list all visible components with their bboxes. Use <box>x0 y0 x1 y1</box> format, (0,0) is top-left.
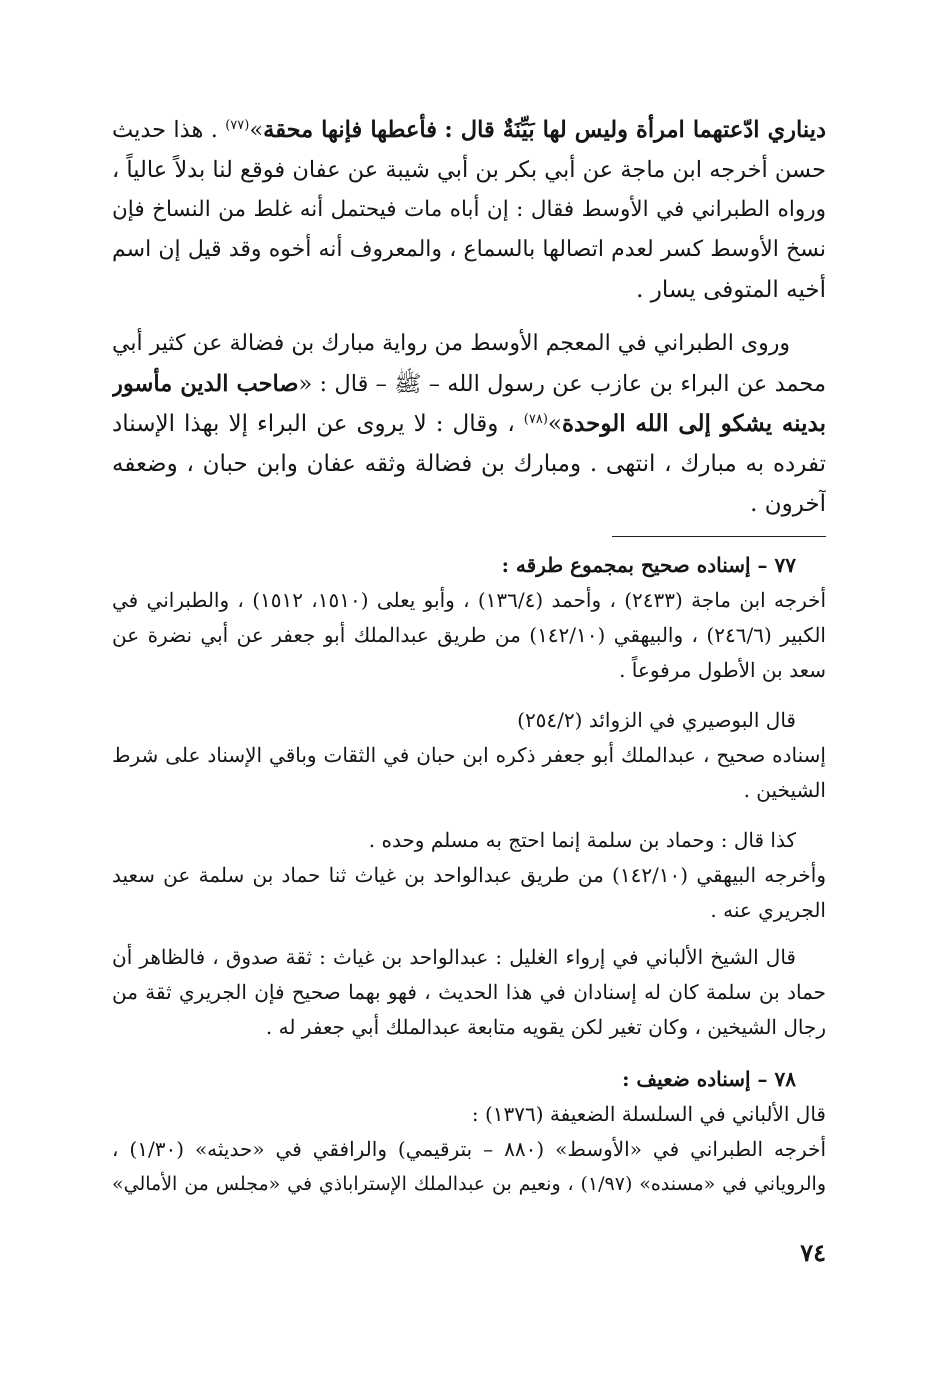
text-line: وروى الطبراني في المعجم الأوسط من رواية مبارك بن فضالة عن كثير أبي <box>112 331 790 356</box>
footnote-line: سعد بن الأطول مرفوعاً . <box>619 658 826 682</box>
footnote-heading: ٧٨ – إسناده ضعيف : <box>622 1067 796 1091</box>
text-line: أخيه المتوفى يسار . <box>636 277 826 303</box>
text-line: حسن أخرجه ابن ماجة عن أبي بكر بن أبي شيبة عن عفان فوقع لنا بدلاً عالياً ، <box>112 157 826 183</box>
hadith-text: فأعطها فإنها محقة <box>263 117 438 143</box>
footnote-77-albani <box>112 940 826 1045</box>
footnote-line: رجال الشيخين ، وكان تغير لكن يقويه متابعة عبدالملك أبي جعفر له . <box>265 1015 826 1039</box>
main-paragraph-1 <box>112 110 826 310</box>
footnote-separator <box>612 536 826 537</box>
footnote-line: الشيخين . <box>743 778 826 802</box>
footnote-line: الجريري عنه . <box>710 898 826 922</box>
text-line: ورواه الطبراني في الأوسط فقال : إن أباه مات فيحتمل أنه غلط من النساخ فإن <box>112 197 826 222</box>
main-paragraph-2 <box>112 324 826 524</box>
hadith-text: بدينه يشكو إلى الله الوحدة <box>562 410 826 437</box>
text-line: ديناري ادّعتهما امرأة وليس لها بَيِّنَةٌ قال : فأعطها فإنها محقة»$^{(٧٧)}$ . هذا حديث <box>112 117 826 143</box>
page-number: ٧٤ <box>800 1238 826 1267</box>
text-line: بدينه يشكو إلى الله الوحدة»$^{(٧٨)}$ ، وقال : لا يروى عن البراء إلا بهذا الإسناد <box>112 410 826 437</box>
footnote-line: أخرجه ابن ماجة (٢٤٣٣) ، وأحمد (١٣٦/٤) ، وأبو يعلى (١٥١٠، ١٥١٢) ، والطبراني في <box>112 588 826 612</box>
footnote-line: الكبير (٢٤٦/٦) ، والبيهقي (١٤٢/١٠) من طريق عبدالملك أبو جعفر عن أبي نضرة عن <box>112 623 826 647</box>
footnote-line: كذا قال : وحماد بن سلمة إنما احتج به مسلم وحده . <box>368 828 796 852</box>
text-line: نسخ الأوسط كسر لعدم اتصالها بالسماع ، والمعروف أنه أخوه وقد قيل إن اسم <box>112 237 826 262</box>
footnote-77-busiri <box>112 703 826 808</box>
footnote-marker-77: (٧٧) <box>225 118 250 133</box>
footnote-78 <box>112 1062 826 1202</box>
footnote-line: أخرجه الطبراني في «الأوسط» (٨٨٠ – بترقيمي) والرافقي في «حديثه» (١/٣٠) ، <box>112 1137 826 1161</box>
hadith-text: صاحب الدين مأسور <box>112 371 299 397</box>
text-line: تفرده به مبارك ، انتهى . ومبارك بن فضالة وثقه عفان وابن حبان ، وضعفه <box>112 451 826 477</box>
footnote-77-hammad <box>112 823 826 928</box>
footnote-marker-78: (٧٨) <box>523 412 548 427</box>
footnote-line: حماد بن سلمة كان له إسنادان في هذا الحديث ، فهو بهما صحيح فإن الجريري ثقة من <box>112 980 826 1004</box>
footnote-line: إسناده صحيح ، عبدالملك أبو جعفر ذكره ابن حبان في الثقات وباقي الإسناد على شرط <box>112 743 826 767</box>
text-line: محمد عن البراء بن عازب عن رسول الله – ﷺ – قال : «صاحب الدين مأسور <box>112 371 826 397</box>
footnote-line: والروياني في «مسنده» (١/٩٧) ، ونعيم بن عبدالملك الإستراباذي في «مجلس من الأمالي» <box>112 1173 826 1195</box>
footnote-77 <box>112 548 826 688</box>
hadith-text: ديناري ادّعتهما امرأة وليس لها بَيِّنَةٌ قال : <box>444 117 826 143</box>
footnote-heading: ٧٧ – إسناده صحيح بمجموع طرقه : <box>501 553 796 577</box>
footnote-line: وأخرجه البيهقي (١٤٢/١٠) من طريق عبدالواحد بن غياث ثنا حماد بن سلمة عن سعيد <box>112 863 826 887</box>
footnote-line: قال الألباني في السلسلة الضعيفة (١٣٧٦) : <box>471 1102 826 1126</box>
text-line: آخرون . <box>750 491 826 517</box>
footnote-line: قال البوصيري في الزوائد (٢٥٤/٢) <box>517 708 796 732</box>
footnote-line: قال الشيخ الألباني في إرواء الغليل : عبدالواحد بن غياث : ثقة صدوق ، فالظاهر أن <box>112 945 796 969</box>
